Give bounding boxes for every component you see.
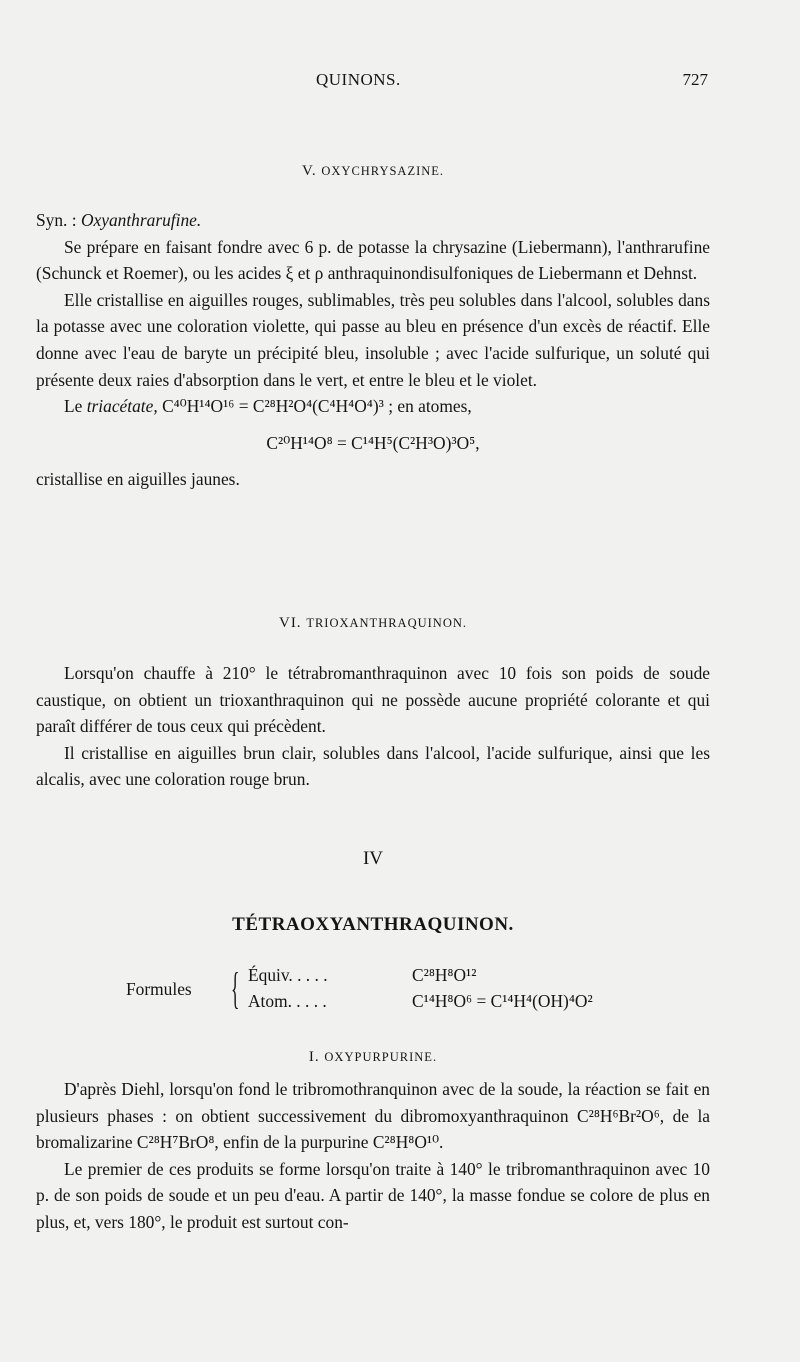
- section-iv-title: TÉTRAOXYANTHRAQUINON.: [232, 914, 514, 935]
- section-vi-numeral: VI.: [278, 615, 302, 631]
- section-v-numeral: V.: [301, 163, 317, 179]
- section-i-paragraph-1: D'après Diehl, lorsqu'on fond le tribromothranquinon avec de la soude, la réaction se fait en plusieurs phases : on obtient successivement du dibromoxyanthraquinon C²⁸H⁶Br²O⁶, de la bromalizarine C²⁸H⁷BrO⁸, enfin de la purpurine C²⁸H⁸O¹⁰.: [36, 1079, 710, 1153]
- section-v-paragraph-3: [36, 393, 710, 420]
- section-i-content: [36, 1076, 710, 1236]
- formulas-label: Formules: [126, 979, 192, 999]
- section-i-heading: [36, 1044, 710, 1071]
- atom-formula: C¹⁴H⁸O⁶ = C¹⁴H⁴(OH)⁴O²: [412, 991, 593, 1011]
- equiv-formula: C²⁸H⁸O¹²: [412, 965, 477, 985]
- section-iv-numeral: IV: [362, 848, 384, 869]
- triacetate-lead: Le: [64, 396, 83, 417]
- page-number: 727: [682, 70, 708, 89]
- section-vi-title: TRIOXANTHRAQUINON.: [306, 616, 468, 630]
- triacetate-atom-formula: C²⁰H¹⁴O⁸ = C¹⁴H⁵(C²H³O)³O⁵,: [266, 432, 480, 453]
- section-vi-paragraph-2: Il cristallise en aiguilles brun clair, solubles dans l'alcool, l'acide sulfurique, ainsi que les alcalis, avec une coloration rouge brun.: [36, 742, 710, 790]
- triacetate-name: triacétate,: [86, 396, 158, 417]
- section-v-title: OXYCHRYSAZINE.: [321, 164, 445, 178]
- section-v-paragraph-2: Elle cristallise en aiguilles rouges, sublimables, très peu solubles dans l'alcool, solubles dans la potasse avec une coloration violette, qui passe au bleu en présence d'un excès de réactif. Elle donne avec l'eau de baryte un précipité bleu, insoluble ; avec l'acide sulfurique, un soluté qui présente deux raies d'absorption dans le vert, et entre le bleu et le violet.: [36, 289, 710, 390]
- synonym-label: Syn. :: [36, 210, 77, 230]
- section-i-numeral: I.: [308, 1049, 320, 1065]
- section-vi-content: [36, 660, 710, 793]
- section-i-title: OXYPURPURINE.: [324, 1050, 438, 1064]
- formulas-brace: {: [231, 964, 240, 1013]
- triacetate-formula: C⁴⁰H¹⁴O¹⁶ = C²⁸H²O⁴(C⁴H⁴O⁴)³ ; en atomes,: [162, 396, 472, 417]
- atom-label: Atom. . . . .: [248, 991, 327, 1011]
- section-v-content: [36, 207, 710, 493]
- section-vi-heading: [36, 610, 710, 637]
- formulas-block: [36, 962, 710, 1022]
- section-i-paragraph-2: Le premier de ces produits se forme lorsqu'on traite à 140° le tribromanthraquinon avec 10 p. de son poids de soude et un peu d'eau. A partir de 140°, la masse fondue se colore de plus en plus, et, vers 180°, le produit est surtout con-: [36, 1158, 710, 1232]
- section-v-paragraph-1: Se prépare en faisant fondre avec 6 p. de potasse la chrysazine (Liebermann), l'anthrarufine (Schunck et Roemer), ou les acides ξ et ρ anthraquinondisulfoniques de Liebermann et Dehnst.: [36, 236, 710, 284]
- running-title: QUINONS.: [316, 70, 401, 89]
- section-v-heading: [36, 158, 710, 185]
- page-header: [0, 70, 800, 94]
- section-vi-paragraph-1: Lorsqu'on chauffe à 210° le tétrabromanthraquinon avec 10 fois son poids de soude caustique, on obtient un trioxanthraquinon qui ne possède aucune propriété colorante et qui paraît différer de tous ceux qui précèdent.: [36, 663, 710, 737]
- synonym-name: Oxyanthrarufine.: [80, 210, 202, 230]
- equiv-label: Équiv. . . . .: [248, 965, 328, 985]
- section-v-paragraph-end: cristallise en aiguilles jaunes.: [36, 469, 240, 490]
- synonym-line: [36, 207, 710, 234]
